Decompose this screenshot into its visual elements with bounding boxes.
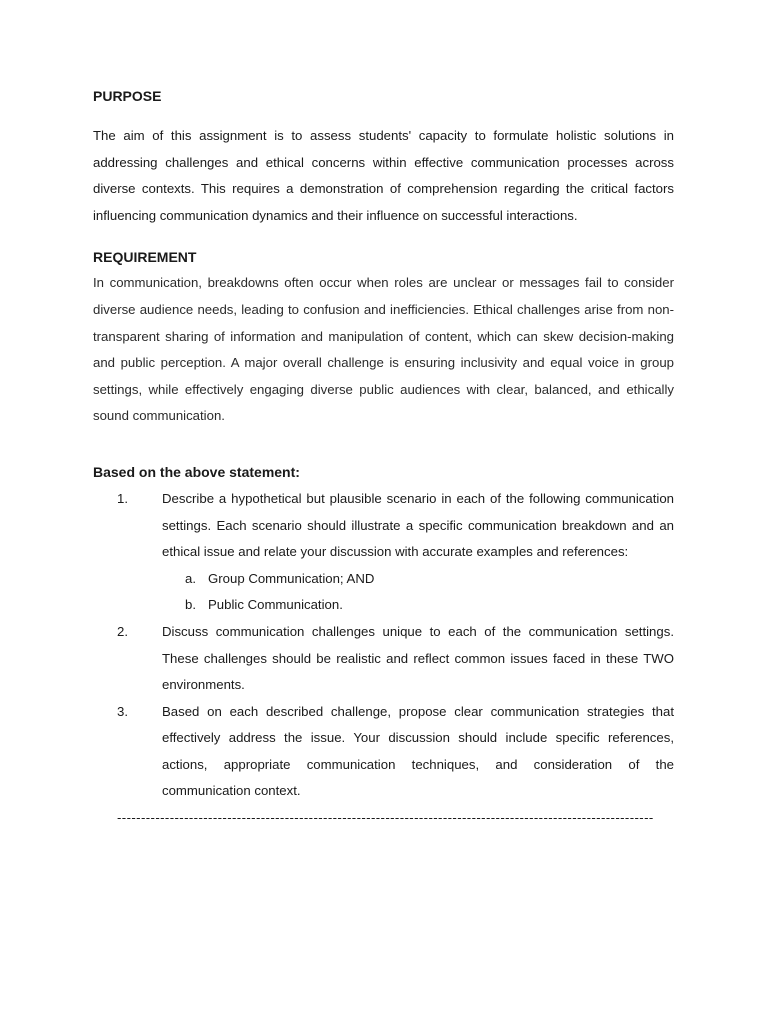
purpose-paragraph: The aim of this assignment is to assess students' capacity to formulate holistic solutions in addressing challenges and ethical concerns within effective communication processes across diverse contexts. This requires a demonstration of comprehension regarding the critical factors influencing communication dynamics and their influence on successful interactions. [93, 128, 674, 223]
dashed-divider: ---------------------------------------------------------------------------------------------------------------- [117, 810, 654, 826]
tasks-heading: Based on the above statement: [93, 463, 300, 480]
task-list [93, 486, 674, 805]
subitem-letter: b. [185, 597, 196, 613]
task-subitem-a [162, 566, 674, 593]
task-item-2 [93, 619, 674, 699]
task-number: 2. [117, 623, 128, 639]
task-number: 3. [117, 703, 128, 719]
task-text: Based on each described challenge, propose clear communication strategies that effectively address the issue. Your discussion should include specific references, actions, appropriate communication techniques, and consideration of the communication context. [162, 703, 674, 799]
requirement-paragraph: In communication, breakdowns often occur when roles are unclear or messages fail to consider diverse audience needs, leading to confusion and inefficiencies. Ethical challenges arise from non-transparent sharing of information and manipulation of content, which can skew decision-making and public perception. A major overall challenge is ensuring inclusivity and equal voice in group settings, while effectively engaging diverse public audiences with clear, balanced, and ethically sound communication. [93, 275, 674, 424]
task-text: Discuss communication challenges unique to each of the communication settings. These challenges should be realistic and reflect common issues faced in these TWO environments. [162, 623, 674, 693]
requirement-heading: REQUIREMENT [93, 249, 197, 266]
task-sublist [162, 566, 674, 619]
subitem-text: Public Communication. [208, 597, 343, 613]
task-item-1 [93, 486, 674, 619]
task-number: 1. [117, 490, 128, 506]
subitem-text: Group Communication; AND [208, 570, 375, 586]
task-text: Describe a hypothetical but plausible scenario in each of the following communication settings. Each scenario should illustrate a specific communication breakdown and an ethical issue and relate your discussion with accurate examples and references: [162, 490, 674, 560]
document-page [93, 86, 674, 831]
task-subitem-b [162, 592, 674, 619]
purpose-heading: PURPOSE [93, 88, 162, 104]
task-item-3 [93, 699, 674, 805]
subitem-letter: a. [185, 570, 196, 586]
